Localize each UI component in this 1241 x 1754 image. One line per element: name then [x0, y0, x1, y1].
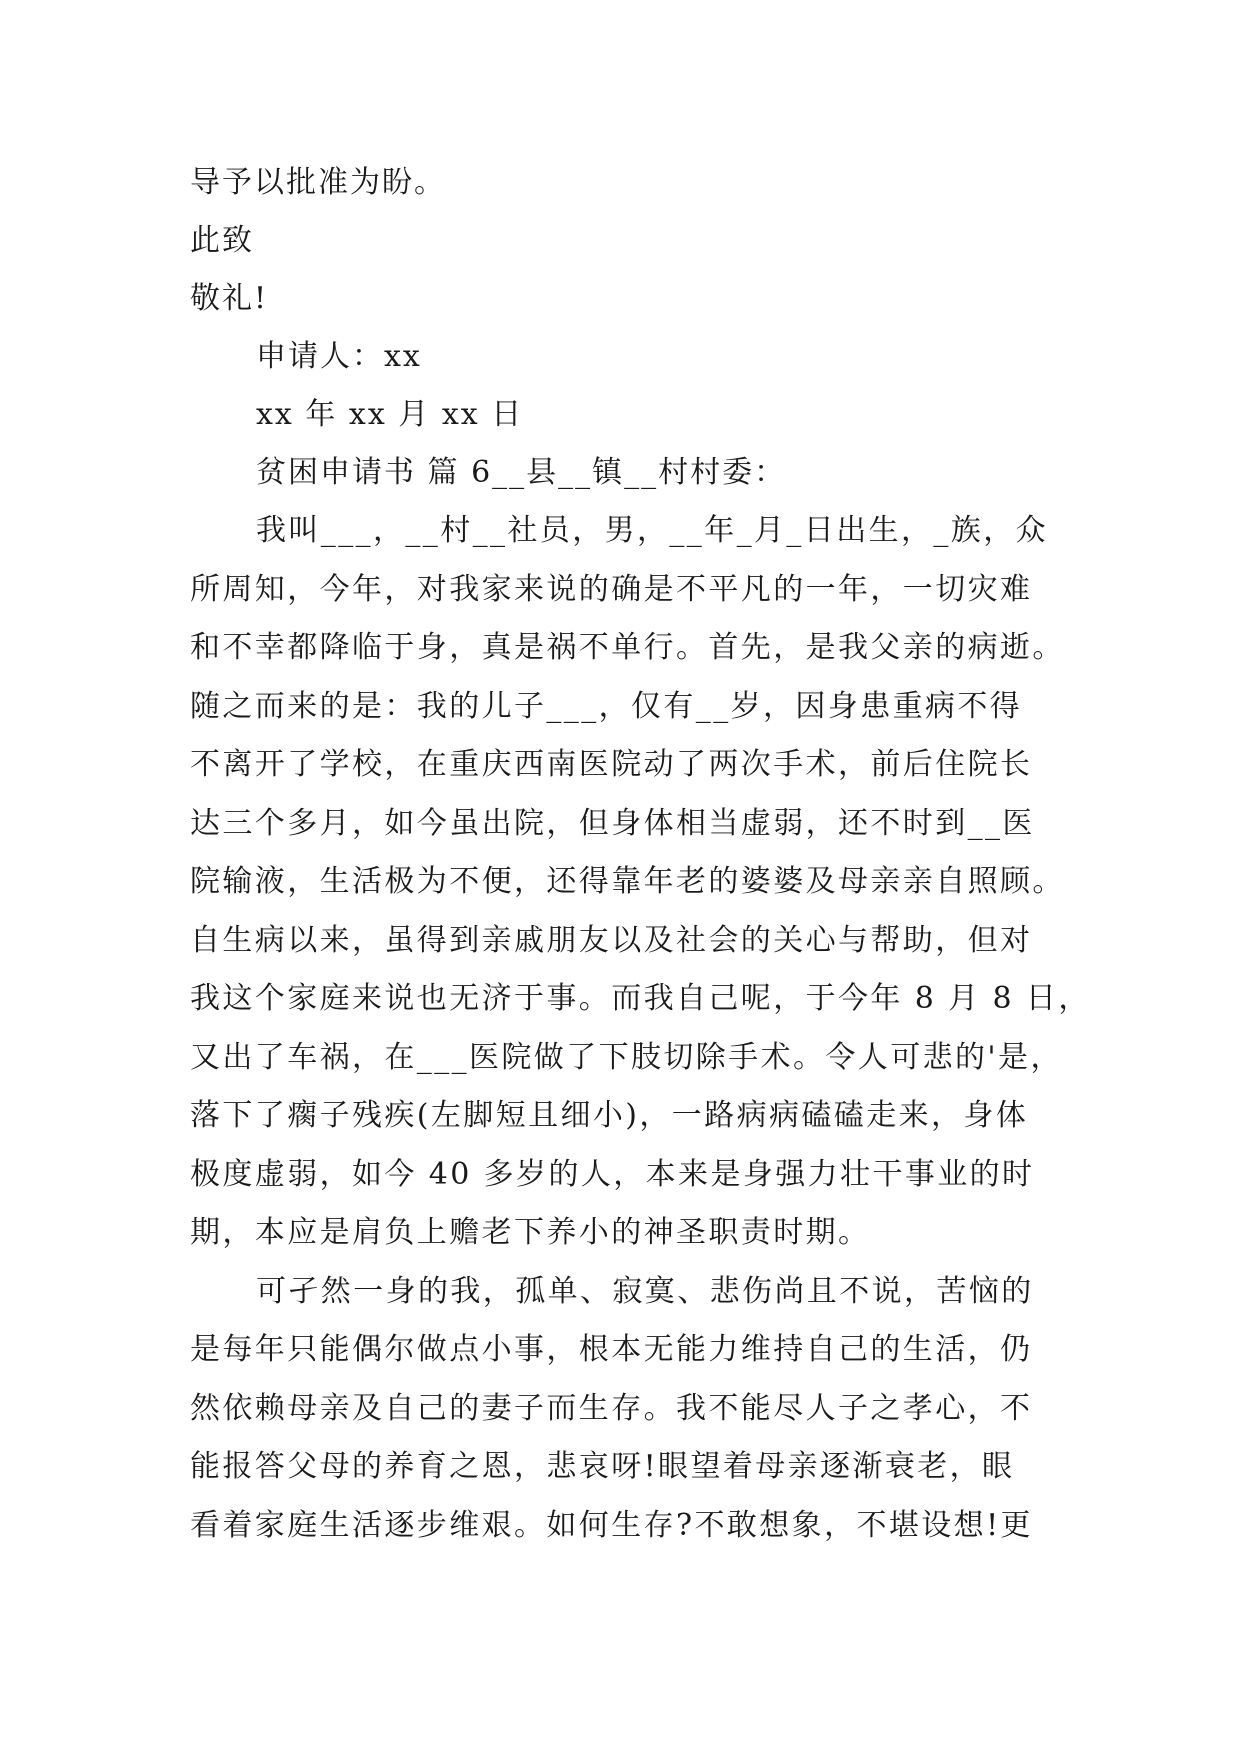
paragraph-line: 可孑然一身的我，孤单、寂寞、悲伤尚且不说，苦恼的: [256, 1273, 1034, 1309]
paragraph-line: 达三个多月，如今虽出院，但身体相当虚弱，还不时到__医: [190, 805, 1035, 841]
paragraph-line: 自生病以来，虽得到亲戚朋友以及社会的关心与帮助，但对: [190, 922, 1033, 958]
text-line-regards: 敬礼!: [190, 281, 269, 316]
paragraph-line: 又出了车祸，在___医院做了下肢切除手术。令人可悲的'是，: [190, 1039, 1063, 1075]
document-body: [190, 154, 1091, 1555]
paragraph-line: 随之而来的是：我的儿子___，仅有__岁，因身患重病不得: [190, 688, 1023, 724]
paragraph-line: 看着家庭生活逐步维艰。如何生存?不敢想象，不堪设想!更: [190, 1507, 1033, 1543]
text-line-salutation: 此致: [190, 223, 254, 258]
paragraph-line: 落下了瘸子残疾(左脚短且细小)，一路病病磕磕走来，身体: [190, 1098, 1029, 1133]
paragraph-line: 然依赖母亲及自己的妻子而生存。我不能尽人子之孝心，不: [190, 1390, 1033, 1426]
paragraph-2: [190, 1263, 1060, 1556]
paragraph-1: [190, 502, 1091, 1263]
applicant-line: 申请人：xx: [256, 339, 422, 374]
paragraph-line: 我这个家庭来说也无济于事。而我自己呢，于今年 8 月 8 日，: [190, 981, 1091, 1016]
paragraph-line: 我叫___，__村__社员，男，__年_月_日出生，_族，众: [256, 513, 1048, 548]
section-heading: 贫困申请书 篇 6__县__镇__村村委：: [256, 455, 787, 490]
text-line-approval: 导予以批准为盼。: [190, 165, 446, 200]
paragraph-line: 院输液，生活极为不便，还得靠年老的婆婆及母亲亲自照顾。: [190, 864, 1065, 899]
paragraph-line: 期，本应是肩负上赡老下养小的神圣职责时期。: [190, 1215, 871, 1250]
paragraph-line: 极度虚弱，如今 40 多岁的人，本来是身强力壮干事业的时: [190, 1156, 1035, 1192]
paragraph-line: 所周知，今年，对我家来说的确是不平凡的一年，一切灾难: [190, 571, 1033, 607]
date-line: xx 年 xx 月 xx 日: [256, 397, 524, 432]
paragraph-line: 能报答父母的养育之恩，悲哀呀!眼望着母亲逐渐衰老，眼: [190, 1449, 1015, 1484]
paragraph-line: 是每年只能偶尔做点小事，根本无能力维持自己的生活，仍: [190, 1332, 1033, 1367]
paragraph-line: 不离开了学校，在重庆西南医院动了两次手术，前后住院长: [190, 747, 1033, 782]
paragraph-line: 和不幸都降临于身，真是祸不单行。首先，是我父亲的病逝。: [190, 630, 1065, 665]
